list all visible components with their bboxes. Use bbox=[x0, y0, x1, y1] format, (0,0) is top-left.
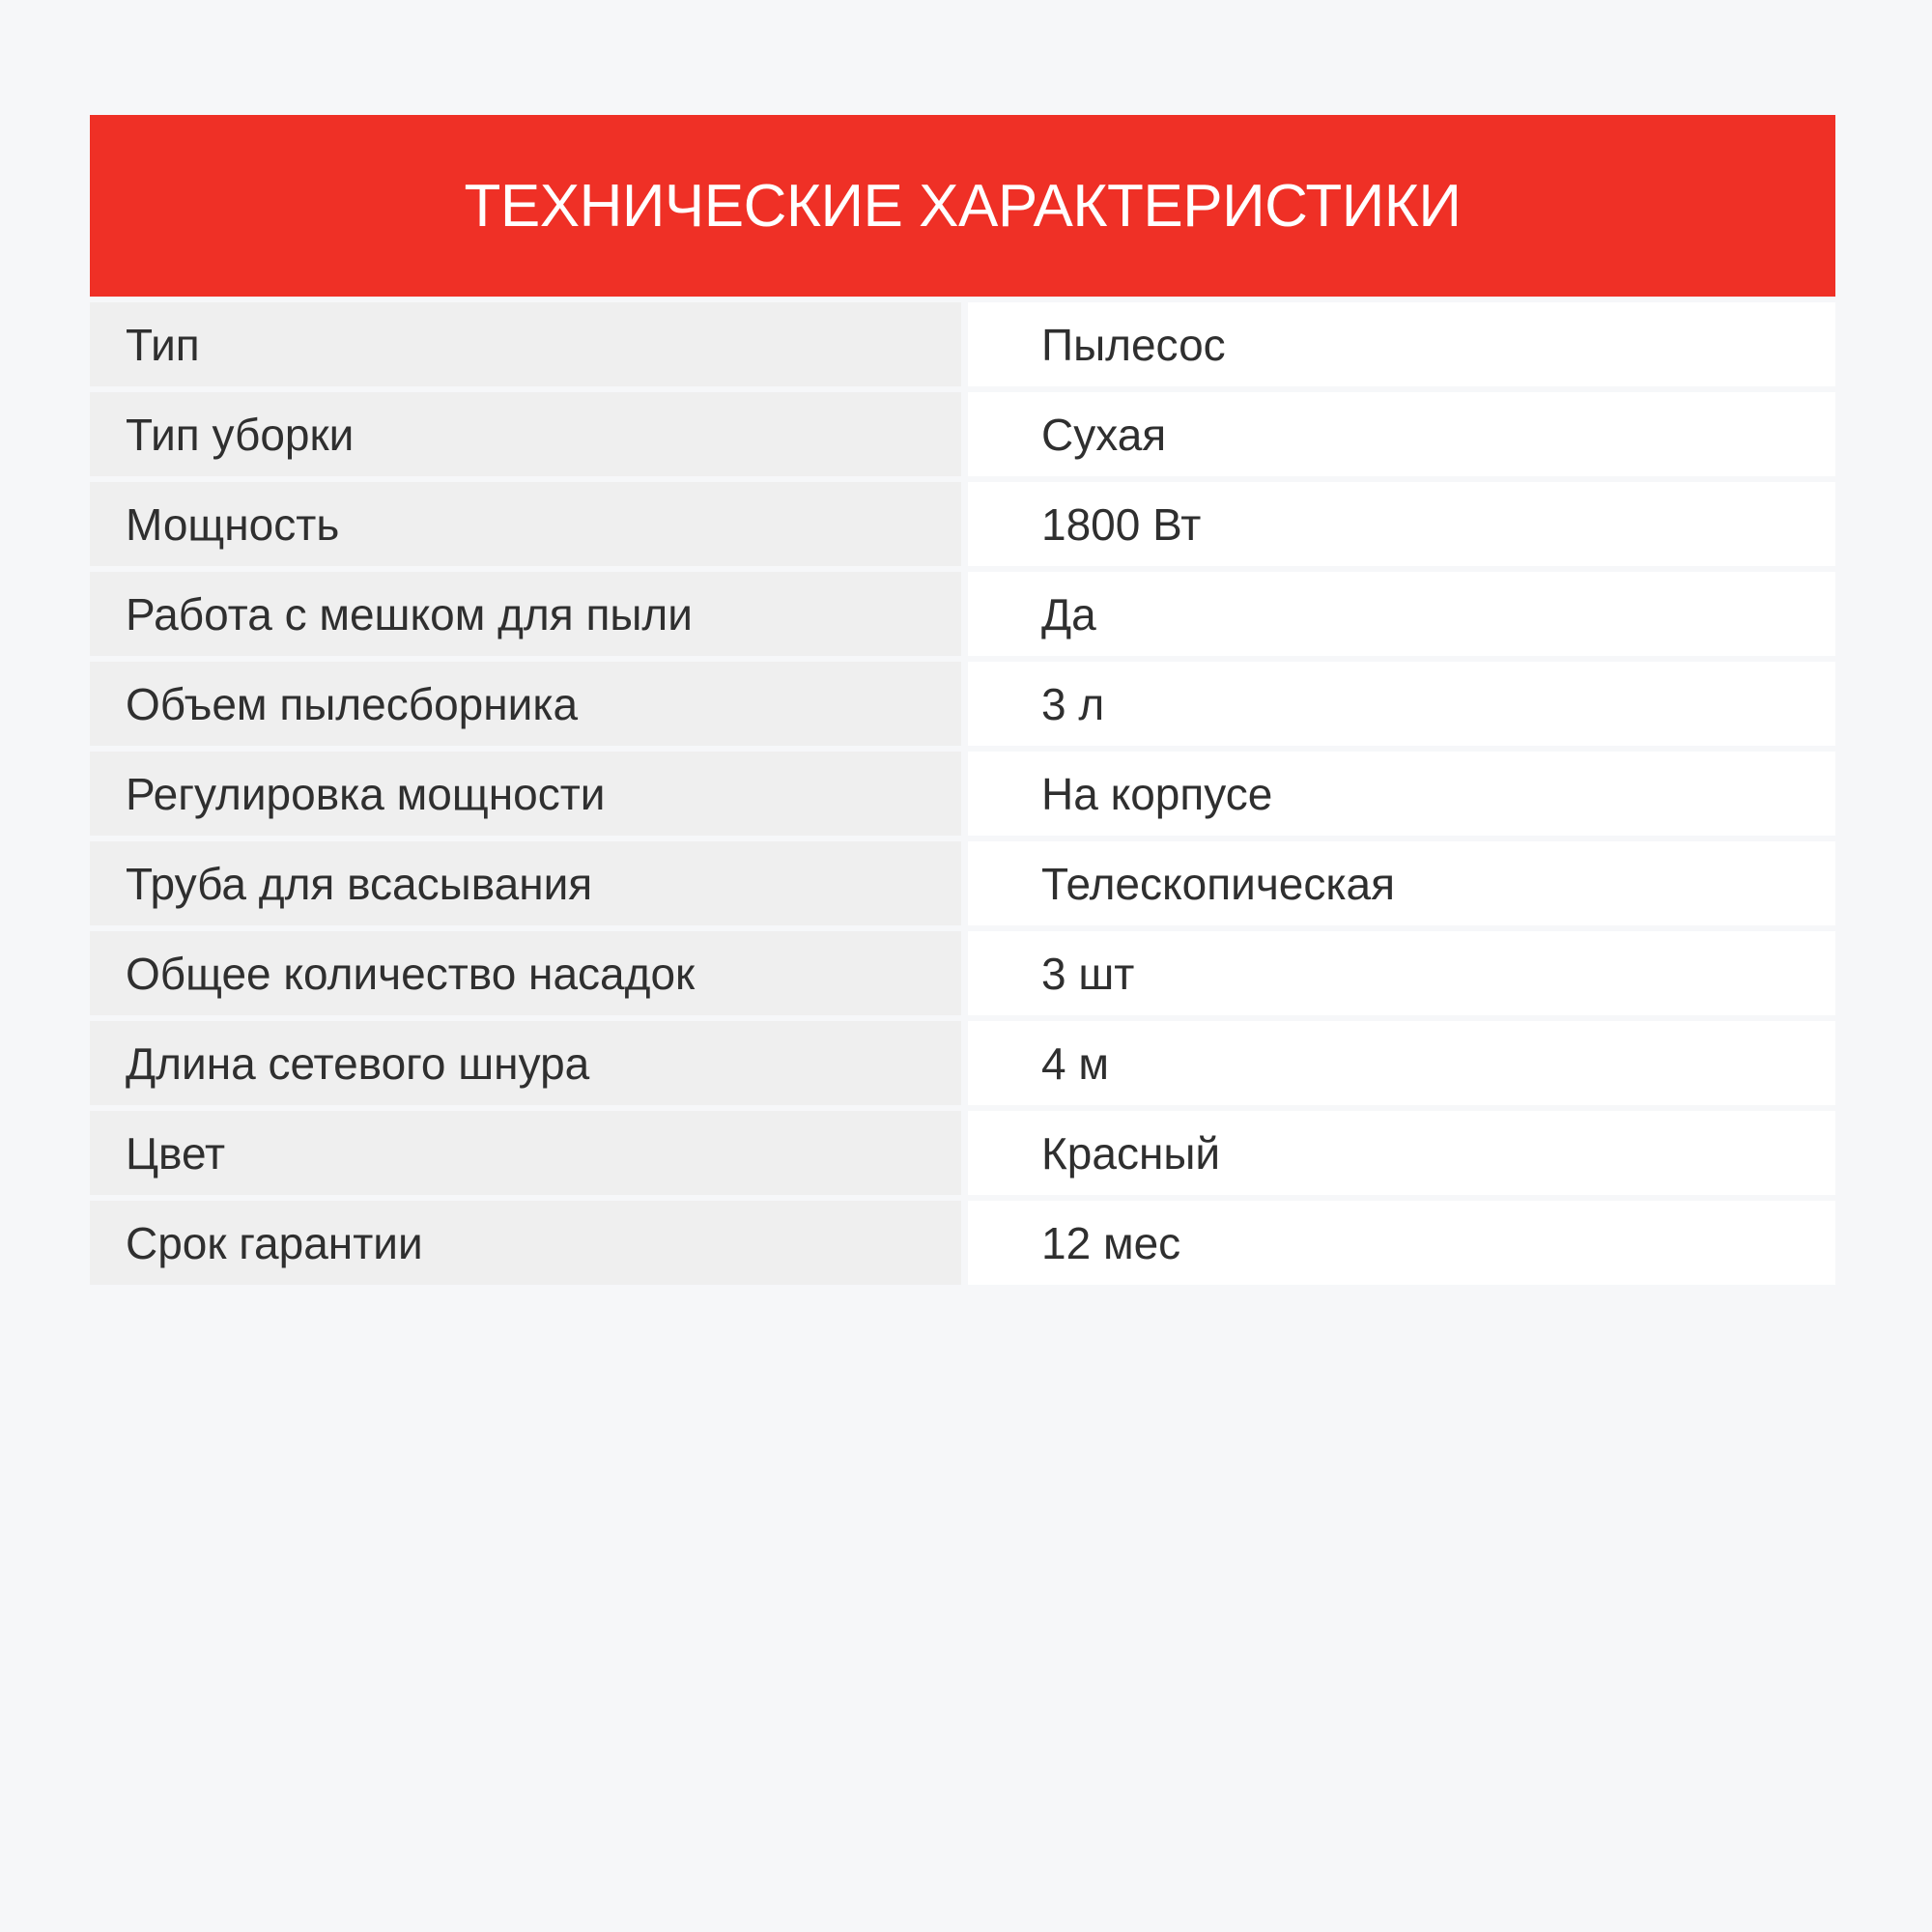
specs-header bbox=[90, 115, 1835, 297]
table-row bbox=[90, 566, 1835, 656]
spec-label: Общее количество насадок bbox=[90, 931, 961, 1015]
spec-value: Да bbox=[968, 572, 1835, 656]
spec-label: Объем пылесборника bbox=[90, 662, 961, 746]
table-row bbox=[90, 476, 1835, 566]
table-row bbox=[90, 1195, 1835, 1285]
spec-label: Труба для всасывания bbox=[90, 841, 961, 925]
spec-value: 3 шт bbox=[968, 931, 1835, 1015]
table-row bbox=[90, 836, 1835, 925]
table-row bbox=[90, 656, 1835, 746]
spec-label: Мощность bbox=[90, 482, 961, 566]
specs-title: ТЕХНИЧЕСКИЕ ХАРАКТЕРИСТИКИ bbox=[464, 172, 1462, 240]
table-row bbox=[90, 297, 1835, 386]
table-row bbox=[90, 1105, 1835, 1195]
specs-rows bbox=[90, 297, 1835, 1285]
specs-table bbox=[90, 115, 1835, 1285]
spec-label: Длина сетевого шнура bbox=[90, 1021, 961, 1105]
spec-value: 1800 Вт bbox=[968, 482, 1835, 566]
spec-label: Регулировка мощности bbox=[90, 752, 961, 836]
spec-value: 4 м bbox=[968, 1021, 1835, 1105]
spec-label: Цвет bbox=[90, 1111, 961, 1195]
table-row bbox=[90, 1015, 1835, 1105]
spec-label: Тип уборки bbox=[90, 392, 961, 476]
spec-value: Телескопическая bbox=[968, 841, 1835, 925]
spec-label: Срок гарантии bbox=[90, 1201, 961, 1285]
spec-label: Работа с мешком для пыли bbox=[90, 572, 961, 656]
spec-value: Пылесос bbox=[968, 302, 1835, 386]
spec-value: На корпусе bbox=[968, 752, 1835, 836]
spec-value: Красный bbox=[968, 1111, 1835, 1195]
table-row bbox=[90, 925, 1835, 1015]
table-row bbox=[90, 746, 1835, 836]
table-row bbox=[90, 386, 1835, 476]
spec-value: Сухая bbox=[968, 392, 1835, 476]
spec-label: Тип bbox=[90, 302, 961, 386]
spec-value: 3 л bbox=[968, 662, 1835, 746]
spec-value: 12 мес bbox=[968, 1201, 1835, 1285]
